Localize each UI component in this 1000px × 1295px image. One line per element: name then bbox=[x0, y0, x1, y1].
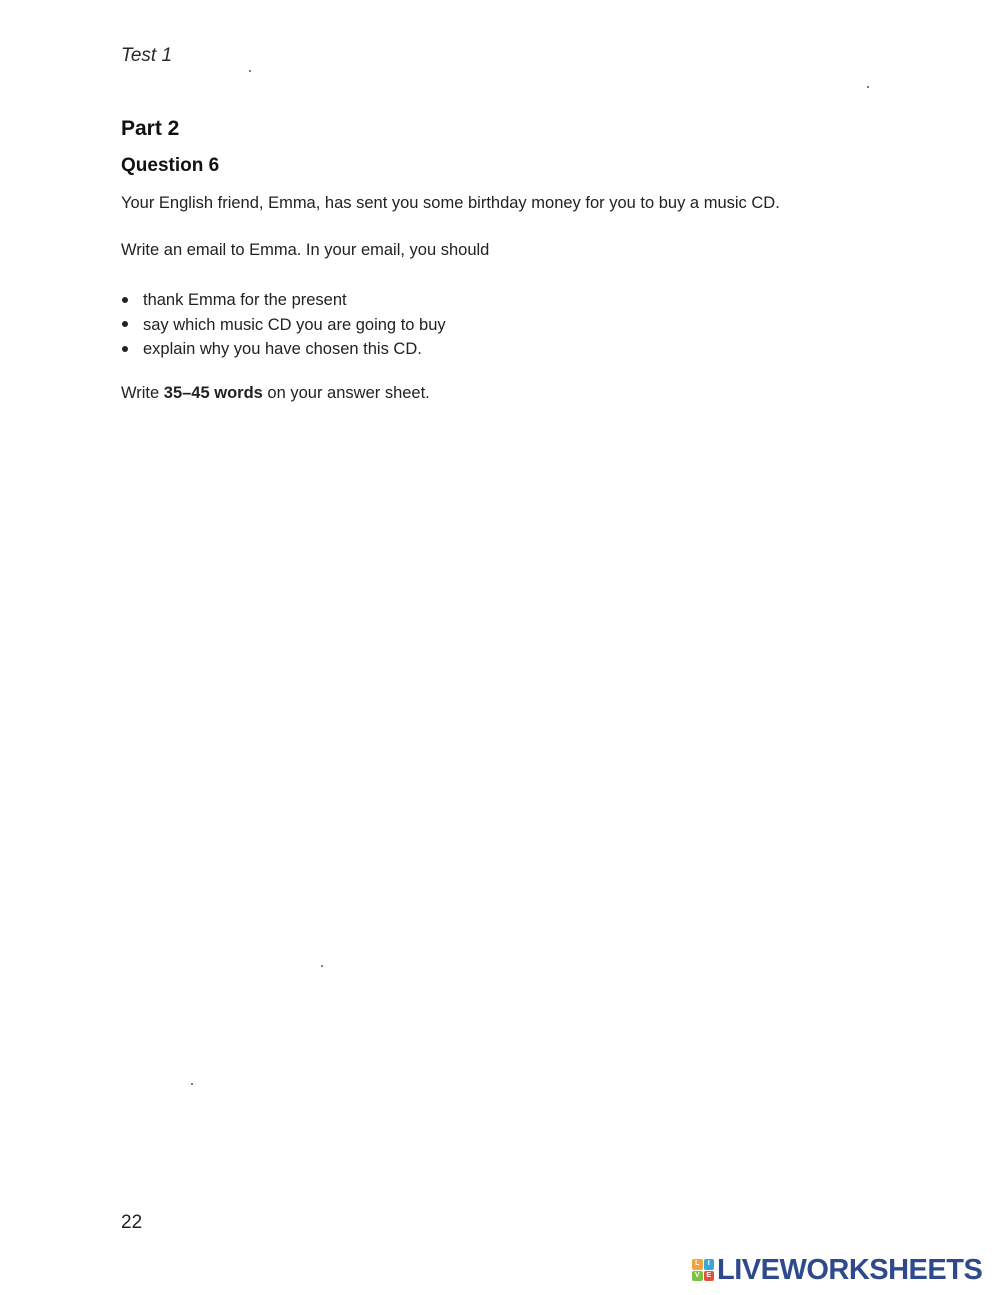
list-item bbox=[121, 288, 446, 313]
task-bullet-list bbox=[121, 288, 446, 362]
logo-tile: I bbox=[704, 1259, 715, 1270]
word-count-emphasis: 35–45 words bbox=[163, 384, 263, 402]
scan-speck bbox=[249, 70, 251, 72]
bullet-text: thank Emma for the present bbox=[143, 291, 347, 309]
bullet-text: say which music CD you are going to buy bbox=[143, 315, 446, 334]
word-count-prefix: Write bbox=[121, 384, 164, 402]
instruction-paragraph: Write an email to Emma. In your email, you should bbox=[121, 241, 490, 259]
part-heading: Part 2 bbox=[121, 117, 180, 140]
bullet-icon bbox=[121, 288, 143, 313]
question-heading: Question 6 bbox=[121, 155, 220, 176]
scan-speck bbox=[321, 965, 323, 967]
scan-speck bbox=[191, 1083, 193, 1085]
bullet-icon bbox=[121, 313, 143, 338]
situation-paragraph: Your English friend, Emma, has sent you some birthday money for you to buy a music CD. bbox=[121, 194, 780, 212]
word-count-instruction bbox=[121, 384, 430, 403]
liveworksheets-wordmark: LIVEWORKSHEETS bbox=[717, 1253, 983, 1286]
bullet-icon bbox=[121, 337, 143, 362]
logo-tile: L bbox=[692, 1259, 703, 1270]
running-head: Test 1 bbox=[121, 45, 173, 66]
bullet-text: explain why you have chosen this CD. bbox=[143, 340, 422, 358]
logo-tile: E bbox=[704, 1271, 715, 1282]
page-number: 22 bbox=[121, 1212, 143, 1233]
liveworksheets-watermark bbox=[692, 1254, 982, 1286]
scan-speck bbox=[867, 86, 869, 88]
logo-tile: V bbox=[692, 1271, 703, 1282]
list-item bbox=[121, 313, 446, 338]
word-count-suffix: on your answer sheet. bbox=[262, 384, 430, 402]
liveworksheets-logo-icon bbox=[692, 1259, 714, 1281]
list-item bbox=[121, 337, 446, 362]
